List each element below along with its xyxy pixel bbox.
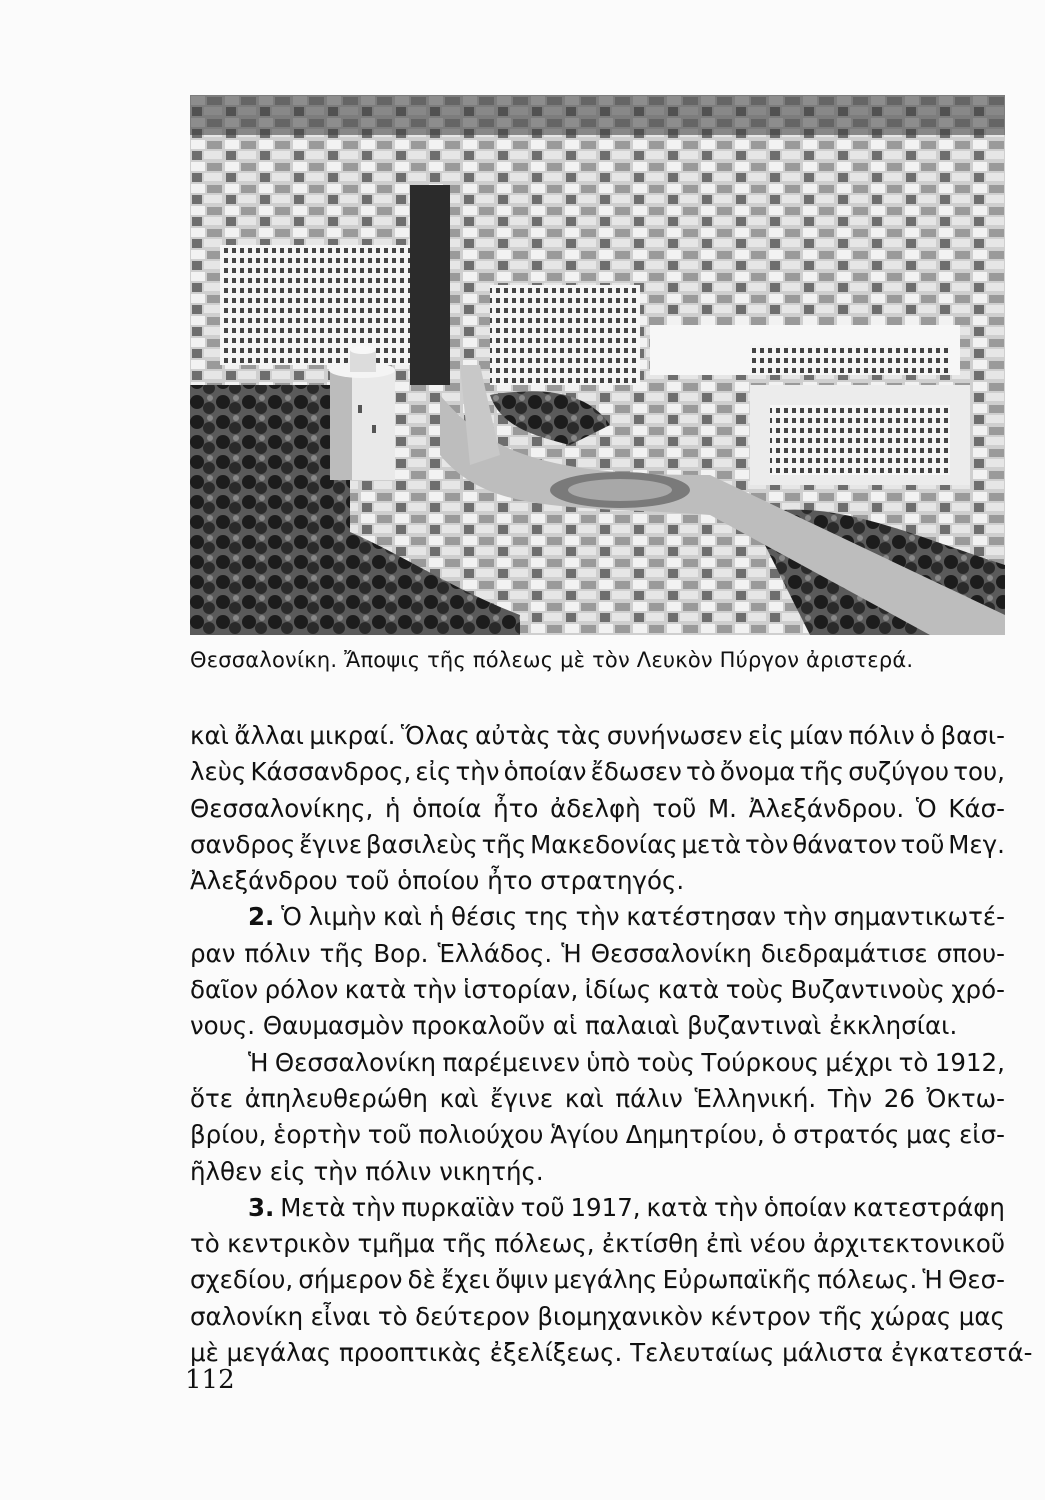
text-line: μὲ μεγάλας προοπτικὰς ἐξελίξεως. Τελευταίως μάλιστα ἐγκατεστά- xyxy=(190,1338,1033,1368)
text-line: τὸ κεντρικὸν τμῆμα τῆς πόλεως, ἐκτίσθη ἐπὶ νέου ἀρχιτεκτονικοῦ xyxy=(190,1229,1005,1259)
text-line: καὶ ἄλλαι μικραί. Ὅλας αὐτὰς τὰς συνήνωσεν εἰς μίαν πόλιν ὁ βασι- xyxy=(190,721,1005,750)
paragraph xyxy=(190,718,1005,899)
text-line: λεὺς Κάσσανδρος, εἰς τὴν ὁποίαν ἔδωσεν τὸ ὄνομα τῆς συζύγου του, xyxy=(190,757,1005,787)
text-line: 3. Μετὰ τὴν πυρκαϊὰν τοῦ 1917, κατὰ τὴν ὁποίαν κατεστράφη xyxy=(190,1190,1005,1226)
city-photo xyxy=(190,95,1005,635)
paragraph xyxy=(190,899,1005,1044)
page-number: 112 xyxy=(185,1365,235,1395)
text-line: ὅτε ἀπηλευθερώθη καὶ ἔγινε καὶ πάλιν Ἑλληνική. Τὴν 26 Ὀκτω- xyxy=(190,1083,1005,1113)
paragraph xyxy=(190,1045,1005,1190)
text-line: Ἀλεξάνδρου τοῦ ὁποίου ἦτο στρατηγός. xyxy=(190,866,685,896)
text-line: σχεδίου, σήμερον δὲ ἔχει ὄψιν μεγάλης Εὐρωπαϊκῆς πόλεως. Ἡ Θεσ- xyxy=(190,1265,1005,1295)
aerial-city-photo-icon xyxy=(190,95,1005,635)
body-text xyxy=(190,718,1033,1371)
text-line: ῆλθεν εἰς τὴν πόλιν νικητής. xyxy=(190,1156,544,1186)
white-tower-icon xyxy=(329,346,395,480)
text-line: νους. Θαυμασμὸν προκαλοῦν αἱ παλαιαὶ βυζαντιναὶ ἐκκλησίαι. xyxy=(190,1011,958,1041)
text-line: ραν πόλιν τῆς Βορ. Ἑλλάδος. Ἡ Θεσσαλονίκη διεδραμάτισε σπου- xyxy=(190,938,1005,968)
text-line: σανδρος ἔγινε βασιλεὺς τῆς Μακεδονίας μετὰ τὸν θάνατον τοῦ Μεγ. xyxy=(190,829,1005,859)
text-line: δαῖον ρόλον κατὰ τὴν ἱστορίαν, ἰδίως κατὰ τοὺς Βυζαντινοὺς χρό- xyxy=(190,975,1005,1005)
text-line: Θεσσαλονίκης, ἡ ὁποία ἦτο ἀδελφὴ τοῦ Μ. Ἀλεξάνδρου. Ὁ Κάσ- xyxy=(190,793,1005,823)
text-line: βρίου, ἑορτὴν τοῦ πολιούχου Ἁγίου Δημητρίου, ὁ στρατός μας εἰσ- xyxy=(190,1120,1005,1150)
text-line: Ἡ Θεσσαλονίκη παρέμεινεν ὑπὸ τοὺς Τούρκους μέχρι τὸ 1912, xyxy=(248,1047,1005,1077)
paragraph xyxy=(190,1190,1033,1371)
photo-caption: Θεσσαλονίκη. Ἄποψις τῆς πόλεως μὲ τὸν Λευκὸν Πύργον ἀριστερά. xyxy=(190,648,914,672)
text-line: 2. Ὁ λιμὴν καὶ ἡ θέσις της τὴν κατέστησαν τὴν σημαντικωτέ- xyxy=(190,899,1005,935)
paragraph-number: 3. xyxy=(248,1192,275,1222)
paragraph-number: 2. xyxy=(248,902,275,932)
text-line: σαλονίκη εἶναι τὸ δεύτερον βιομηχανικὸν κέντρον τῆς χώρας μας xyxy=(190,1301,1005,1331)
